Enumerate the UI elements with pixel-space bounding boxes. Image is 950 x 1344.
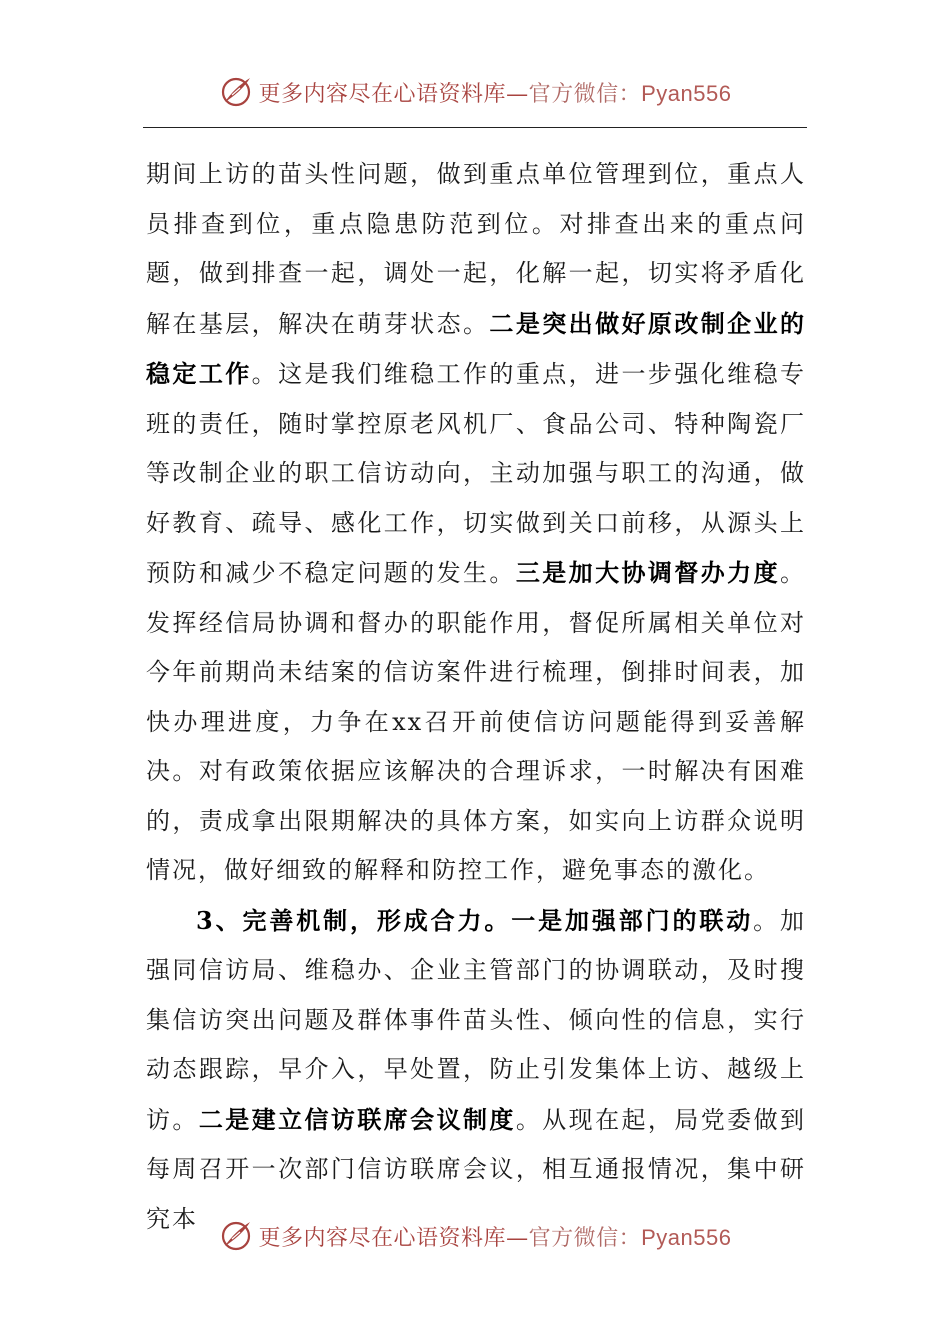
quill-pen-logo-icon [219, 1219, 253, 1253]
header-divider [143, 127, 807, 128]
footer-banner [0, 1216, 950, 1256]
paragraph-continuation: 期间上访的苗头性问题，做到重点单位管理到位，重点人员排查到位，重点隐患防范到位。对排查出来的重点问题，做到排查一起，调处一起，化解一起，切实将矛盾化解在基层，解决在萌芽状态。二是突出做好原改制企业的稳定工作。这是我们维稳工作的重点，进一步强化维稳专班的责任，随时掌控原老风机厂、食品公司、特种陶瓷厂等改制企业的职工信访动向，主动加强与职工的沟通，做好教育、疏导、感化工作，切实做到关口前移，从源头上预防和减少不稳定问题的发生。三是加大协调督办力度。发挥经信局协调和督办的职能作用，督促所属相关单位对今年前期尚未结案的信访案件进行梳理，倒排时间表，加快办理进度，力争在xx召开前使信访问题能得到妥善解决。对有政策依据应该解决的合理诉求，一时解决有困难的，责成拿出限期解决的具体方案，如实向上访群众说明情况，做好细致的解释和防控工作，避免事态的激化。 [146, 160, 807, 884]
document-body [146, 150, 806, 1244]
quill-pen-logo-icon [219, 75, 253, 109]
footer-banner-text: 更多内容尽在心语资料库—官方微信：Pyan556 [258, 1224, 732, 1251]
header-banner-text: 更多内容尽在心语资料库—官方微信：Pyan556 [258, 80, 732, 107]
header-banner [0, 72, 950, 112]
paragraph-section-3: 3、完善机制，形成合力。一是加强部门的联动。加强同信访局、维稳办、企业主管部门的协调联动，及时搜集信访突出问题及群体事件苗头性、倾向性的信息，实行动态跟踪，早介入，早处置，防止引发集体上访、越级上访。二是建立信访联席会议制度。从现在起，局党委做到每周召开一次部门信访联席会议，相互通报情况，集中研究本 [146, 905, 807, 1233]
